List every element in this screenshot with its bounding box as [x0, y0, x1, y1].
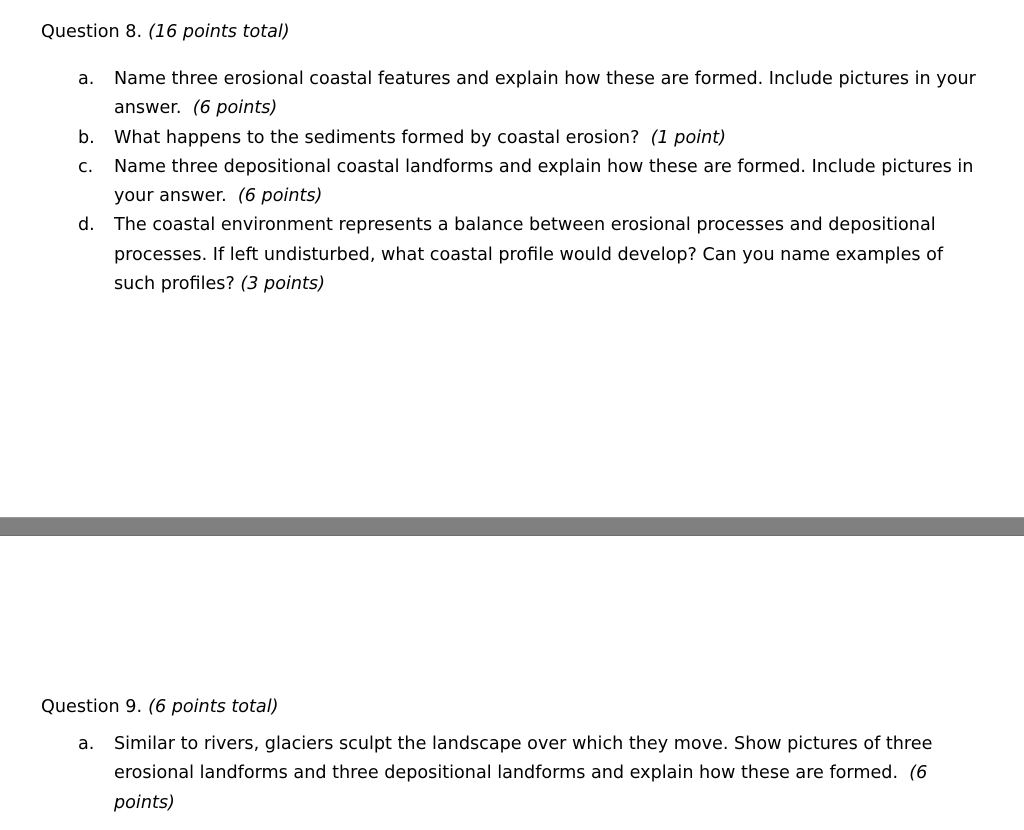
item-points: (6 points): [237, 186, 323, 207]
page-break-divider: [0, 517, 1024, 536]
question-8-heading: [41, 21, 290, 43]
item-points: (3 points): [240, 274, 325, 295]
question-9-total: (6 points total): [148, 697, 279, 717]
question-8-item-c: [0, 153, 1024, 212]
item-text: What happens to the sediments formed by coastal erosion?: [114, 127, 640, 148]
item-letter: d.: [78, 215, 95, 236]
item-points: (1 point): [650, 127, 727, 148]
question-8-item-b: [0, 124, 1024, 153]
question-9-items: [0, 730, 1024, 818]
page-lower: [0, 536, 1024, 830]
item-letter: b.: [78, 127, 95, 148]
item-text: Name three erosional coastal features and explain how these are formed. Include pictures in your answer.: [114, 69, 976, 119]
item-letter: c.: [78, 156, 94, 177]
item-letter: a.: [78, 69, 95, 89]
question-9-item-a: [0, 730, 1024, 818]
question-8-label: Question 8.: [41, 22, 143, 42]
item-letter: a.: [78, 734, 95, 754]
question-9-heading: [41, 696, 278, 718]
question-8-total: (16 points total): [148, 22, 290, 42]
question-8-items: [0, 65, 1024, 299]
item-text: Name three depositional coastal landforms and explain how these are formed. Include pictures in your answer.: [114, 156, 974, 207]
item-text: The coastal environment represents a balance between erosional processes and depositional processes. If left undisturbed, what coastal profile would develop? Can you name examples of such profiles?: [114, 215, 944, 295]
question-9-label: Question 9.: [41, 697, 143, 717]
item-points: (6 points): [192, 98, 278, 119]
item-text: Similar to rivers, glaciers sculpt the landscape over which they move. Show pictures of three erosional landforms and three depositional landforms and explain how these are formed.: [114, 734, 933, 784]
item-points: (6 points): [114, 763, 928, 813]
question-8-item-a: [0, 65, 1024, 124]
question-8-item-d: [0, 211, 1024, 299]
